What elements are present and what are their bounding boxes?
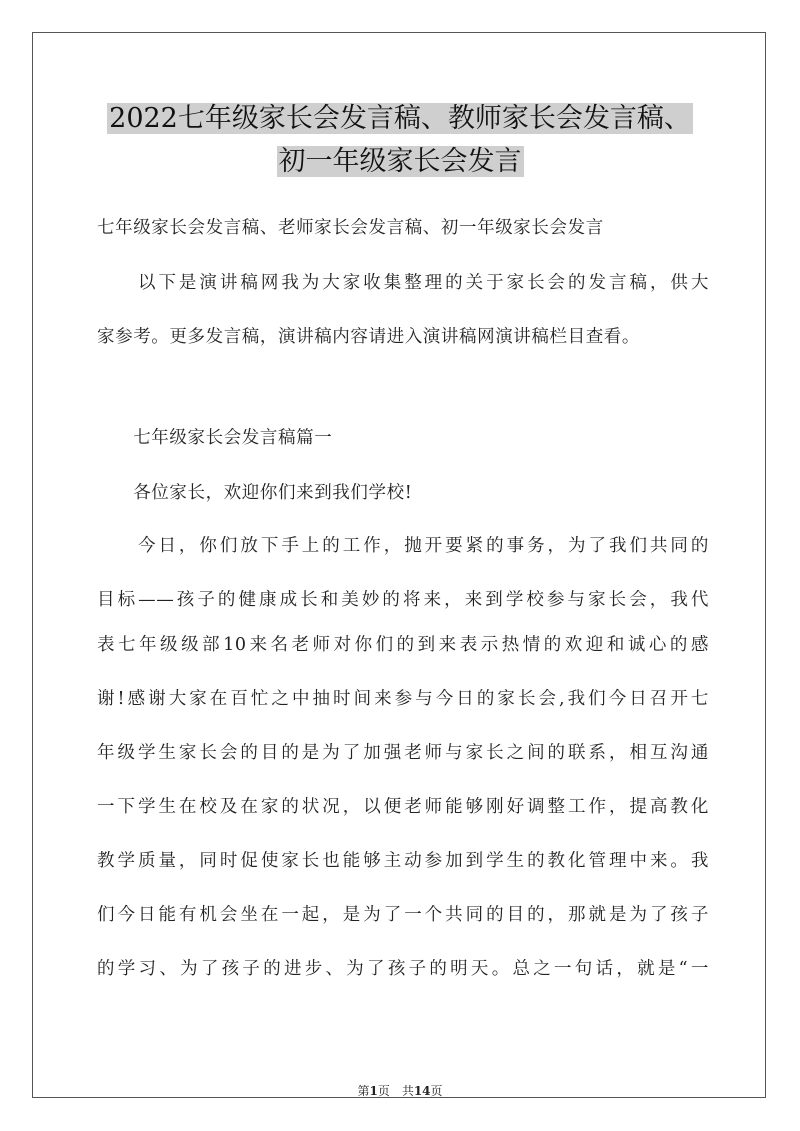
paragraph-line: 目标——孩子的健康成长和美妙的将来，来到学校参与家长会，我代: [97, 590, 709, 610]
footer-total-pages: 14: [413, 1084, 431, 1098]
footer-prefix: 第: [357, 1084, 370, 1098]
footer-suffix: 页: [430, 1084, 443, 1098]
paragraph-line: 今日，你们放下手上的工作，抛开要紧的事务，为了我们共同的: [97, 536, 709, 556]
page-border: [32, 32, 766, 1098]
paragraph-line: 的学习、为了孩子的进步、为了孩子的明天。总之一句话，就是“一: [97, 959, 709, 979]
paragraph-line: 们今日能有机会坐在一起，是为了一个共同的目的，那就是为了孩子: [97, 905, 709, 925]
paragraph-line: 一下学生在校及在家的状况，以便老师能够刚好调整工作，提高教化: [97, 797, 709, 817]
document-title-line-1: 2022七年级家长会发言稿、教师家长会发言稿、: [109, 103, 691, 134]
subtitle-line: 七年级家长会发言稿、老师家长会发言稿、初一年级家长会发言: [97, 218, 604, 238]
paragraph-line: 谢!感谢大家在百忙之中抽时间来参与今日的家长会,我们今日召开七: [97, 689, 709, 709]
footer-page-number: 1: [369, 1084, 378, 1098]
intro-line: 以下是演讲稿网我为大家收集整理的关于家长会的发言稿，供大: [97, 273, 709, 293]
greeting-line: 各位家长，欢迎你们来到我们学校!: [97, 483, 413, 503]
footer-middle: 页 共: [377, 1084, 414, 1098]
document-title-line-2: 初一年级家长会发言: [278, 146, 522, 177]
paragraph-line: 教学质量，同时促使家长也能够主动参加到学生的教化管理中来。我: [97, 851, 709, 871]
page-footer: [0, 1082, 800, 1099]
section-heading: 七年级家长会发言稿篇一: [97, 428, 333, 448]
paragraph-line: 表七年级级部10来名老师对你们的到来表示热情的欢迎和诚心的感: [97, 635, 709, 655]
paragraph-line: 年级学生家长会的目的是为了加强老师与家长之间的联系，相互沟通: [97, 743, 709, 763]
intro-line: 家参考。更多发言稿，演讲稿内容请进入演讲稿网演讲稿栏目查看。: [97, 327, 640, 347]
